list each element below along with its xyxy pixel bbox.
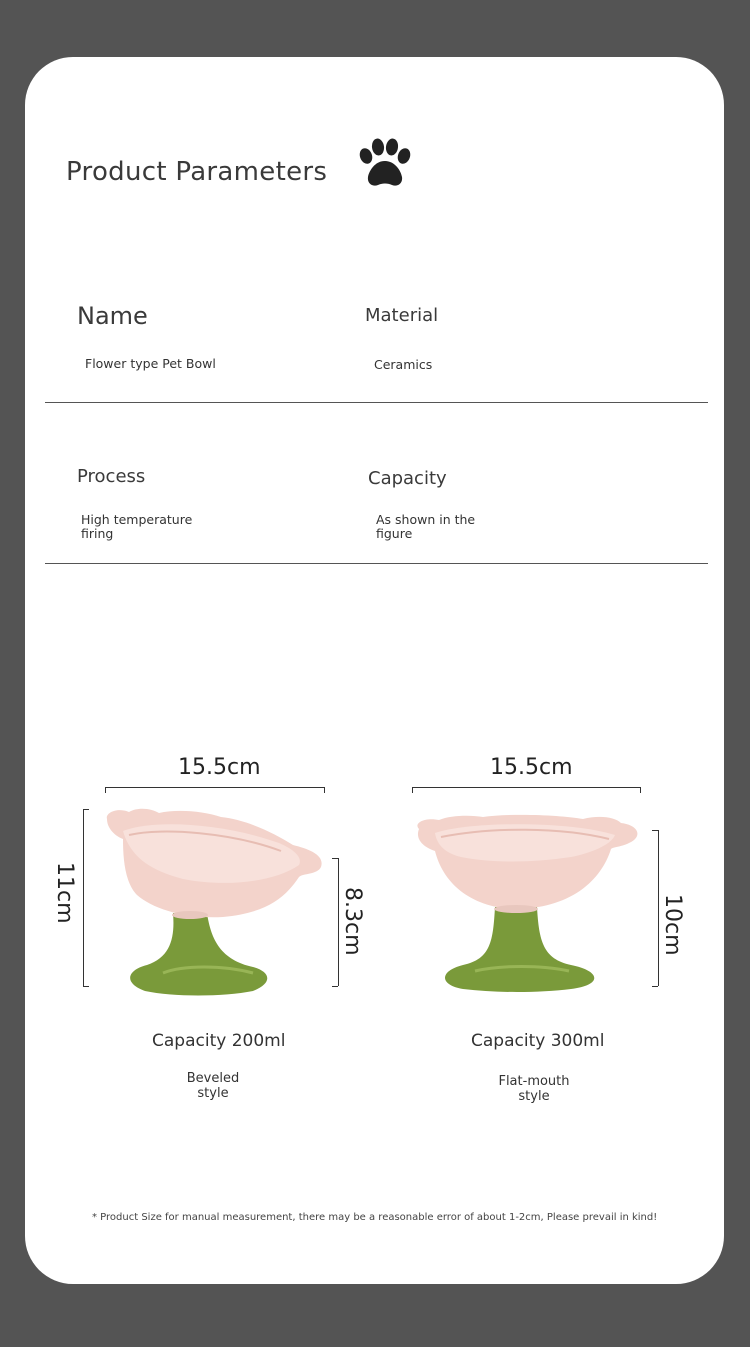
divider [45, 563, 708, 564]
dimension-tick [332, 858, 338, 859]
style-label-flat-mouth: Flat-mouth style [498, 1074, 570, 1104]
divider [45, 402, 708, 403]
beveled-bowl-image [103, 805, 329, 997]
page-title: Product Parameters [66, 157, 328, 187]
param-material-label: Material [365, 305, 439, 326]
capacity-label-200: Capacity 200ml [152, 1031, 286, 1051]
dimension-tick [332, 986, 338, 987]
dimension-tick [83, 986, 89, 987]
flat-mouth-bowl-image [411, 811, 643, 993]
param-name-value: Flower type Pet Bowl [85, 356, 216, 371]
dimension-tick [652, 986, 658, 987]
width-label: 15.5cm [178, 755, 261, 780]
dimension-line [105, 787, 324, 788]
dimension-line [338, 858, 339, 986]
param-material-value: Ceramics [374, 357, 433, 372]
param-capacity-value: As shown in the figure [376, 512, 476, 541]
dimension-line [83, 809, 84, 986]
width-label: 15.5cm [490, 755, 573, 780]
dimension-tick [105, 787, 106, 793]
height-label: 11cm [52, 862, 77, 924]
capacity-label-300: Capacity 300ml [471, 1031, 605, 1051]
paw-icon [355, 137, 415, 189]
dimension-line [658, 830, 659, 986]
product-card [25, 57, 724, 1284]
bowl-height-label: 8.3cm [340, 887, 365, 956]
param-process-value: High temperature firing [81, 512, 193, 541]
style-label-beveled: Beveled style [186, 1071, 240, 1101]
param-name-label: Name [77, 302, 148, 330]
dimension-tick [640, 787, 641, 793]
dimension-tick [83, 809, 89, 810]
dimension-tick [652, 830, 658, 831]
dimension-tick [324, 787, 325, 793]
dimension-tick [412, 787, 413, 793]
height-label: 10cm [660, 894, 685, 956]
param-process-label: Process [77, 466, 146, 487]
dimension-line [412, 787, 641, 788]
param-capacity-label: Capacity [368, 468, 447, 489]
footnote: * Product Size for manual measurement, there may be a reasonable error of about 1-2cm, Please prevail in kind! [92, 1212, 658, 1223]
